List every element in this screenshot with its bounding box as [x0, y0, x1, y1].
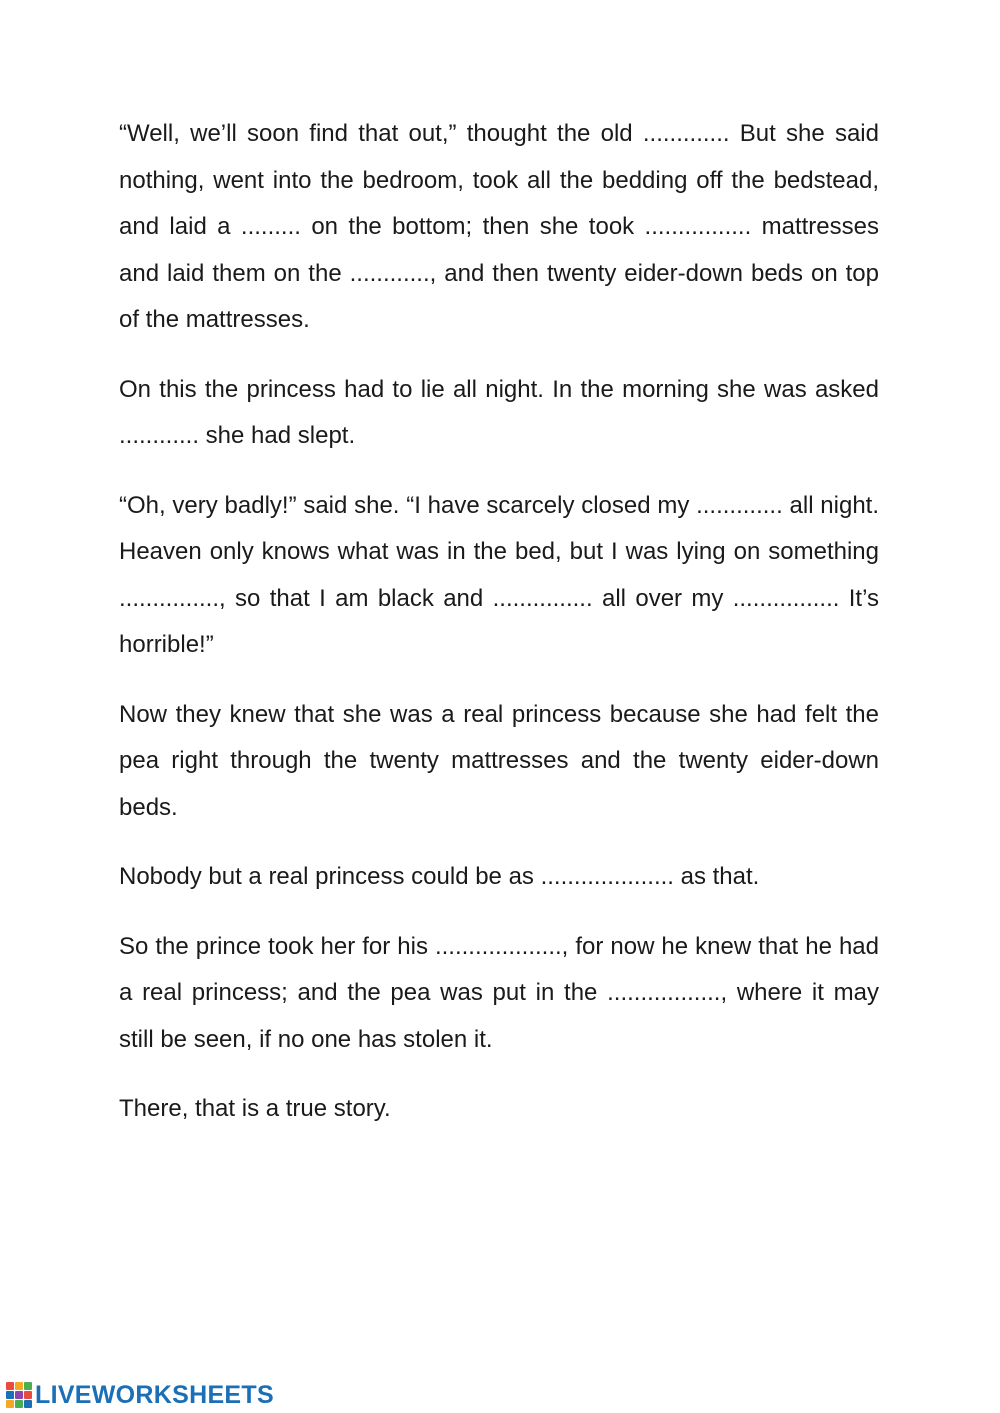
paragraph-3: “Oh, very badly!” said she. “I have scarcely closed my ............. all night. Heaven only knows what was in the bed, but I was lying on something ..............., so that I am black and ............... all over my ................ It’s horrible!” — [119, 491, 879, 658]
paragraph-7: There, that is a true story. — [119, 1095, 391, 1122]
paragraph-6: So the prince took her for his ..................., for now he knew that he had a real princess; and the pea was put in the ................., where it may still be seen, if no one has stolen it. — [119, 932, 879, 1053]
footer-logo — [6, 1381, 274, 1409]
liveworksheets-logo-icon — [6, 1382, 32, 1408]
logo-text: LIVEWORKSHEETS — [35, 1380, 274, 1409]
paragraph-2: On this the princess had to lie all night. In the morning she was asked ............ she had slept. — [119, 375, 879, 449]
paragraph-1: “Well, we’ll soon find that out,” thought the old ............. But she said nothing, went into the bedroom, took all the bedding off the bedstead, and laid a ......... on the bottom; then she took ................ mattresses and laid them on the ............, and then twenty eider-down beds on top of the mattresses. — [119, 120, 879, 333]
story-text — [119, 111, 879, 1156]
paragraph-5: Nobody but a real princess could be as .................... as that. — [119, 863, 760, 890]
paragraph-4: Now they knew that she was a real princess because she had felt the pea right through the twenty mattresses and the twenty eider-down beds. — [119, 700, 879, 821]
